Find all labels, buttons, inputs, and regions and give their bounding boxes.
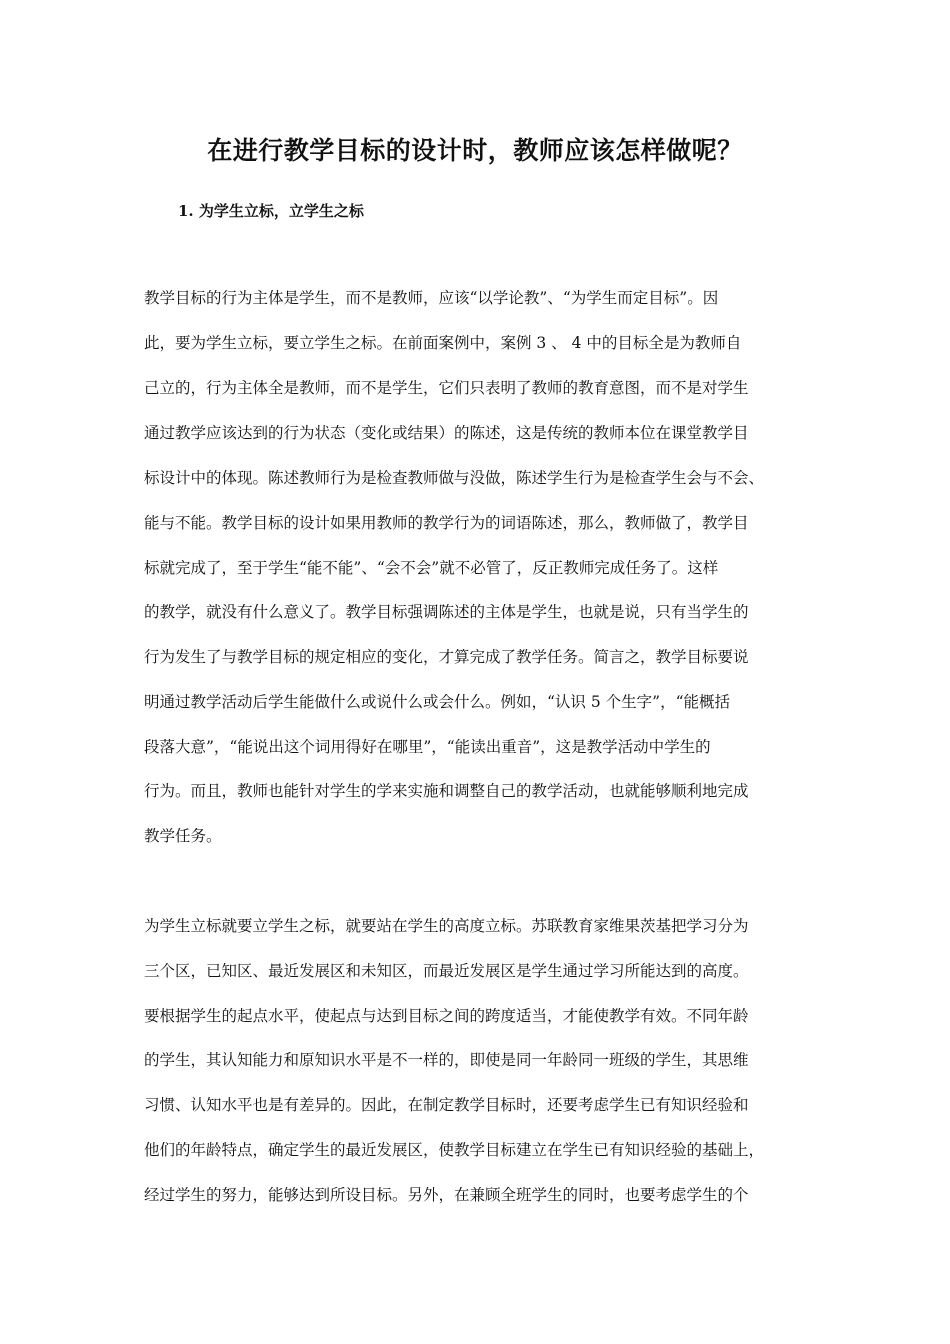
paragraph-line: 己立的，行为主体全是教师，而不是学生，它们只表明了教师的教育意图，而不是对学生	[144, 379, 749, 397]
section-heading: 1. 为学生立标，立学生之标	[178, 202, 364, 220]
paragraph-line: 段落大意”，“能说出这个词用得好在哪里”，“能读出重音”，这是教学活动中学生的	[144, 738, 711, 756]
paragraph-line: 他们的年龄特点，确定学生的最近发展区，使教学目标建立在学生已有知识经验的基础上，	[144, 1141, 765, 1159]
paragraph-line: 要根据学生的起点水平，使起点与达到目标之间的跨度适当，才能使教学有效。不同年龄	[144, 1007, 749, 1025]
paragraph-line: 教学任务。	[144, 827, 222, 845]
paragraph-line: 三个区，已知区、最近发展区和未知区，而最近发展区是学生通过学习所能达到的高度。	[144, 962, 749, 980]
paragraph-line: 通过教学应该达到的行为状态（变化或结果）的陈述，这是传统的教师本位在课堂教学目	[144, 424, 749, 442]
paragraph-line: 经过学生的努力，能够达到所设目标。另外，在兼顾全班学生的同时，也要考虑学生的个	[144, 1186, 749, 1204]
paragraph-line: 标设计中的体现。陈述教师行为是检查教师做与没做，陈述学生行为是检查学生会与不会、	[144, 469, 765, 487]
document-title: 在进行教学目标的设计时，教师应该怎样做呢？	[207, 136, 743, 165]
paragraph-line: 标就完成了，至于学生“能不能”、“会不会”就不必管了，反正教师完成任务了。这样	[144, 559, 719, 577]
paragraph-line: 的学生，其认知能力和原知识水平是不一样的，即使是同一年龄同一班级的学生，其思维	[144, 1051, 749, 1069]
paragraph-line: 明通过教学活动后学生能做什么或说什么或会什么。例如，“认识 5 个生字”，“能概括	[144, 693, 730, 711]
paragraph-line: 教学目标的行为主体是学生，而不是教师，应该“以学论教”、“为学生而定目标”。因	[144, 289, 719, 307]
paragraph-line: 习惯、认知水平也是有差异的。因此，在制定教学目标时，还要考虑学生已有知识经验和	[144, 1096, 749, 1114]
paragraph-line: 能与不能。教学目标的设计如果用教师的教学行为的词语陈述，那么，教师做了，教学目	[144, 514, 749, 532]
paragraph-line: 行为。而且，教师也能针对学生的学来实施和调整自己的教学活动，也就能够顺利地完成	[144, 782, 749, 800]
paragraph-line: 的教学，就没有什么意义了。教学目标强调陈述的主体是学生，也就是说，只有当学生的	[144, 603, 749, 621]
paragraph-line: 为学生立标就要立学生之标，就要站在学生的高度立标。苏联教育家维果茨基把学习分为	[144, 917, 749, 935]
paragraph-line: 此，要为学生立标，要立学生之标。在前面案例中，案例 3 、 4 中的目标全是为教师自	[144, 334, 742, 352]
paragraph-line: 行为发生了与教学目标的规定相应的变化，才算完成了教学任务。简言之，教学目标要说	[144, 648, 749, 666]
